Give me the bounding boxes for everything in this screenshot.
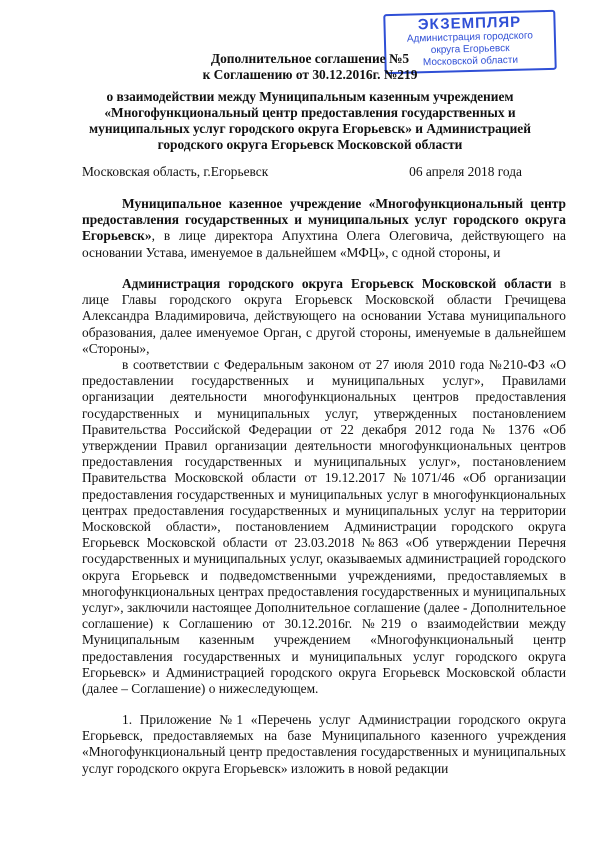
mfc-text: , в лице директора Апухтина Олега Олеговича, действующего на основании Устава, именуемое в дальнейшем «МФЦ», с одной стороны, и — [82, 228, 566, 260]
administration-text: в лице Главы городского округа Егорьевск Московской области Гречищева Александра Владимировича, действующего на основании Устава муниципального образования, далее именуемое Орган, с другой стороны, именуемые в дальнейшем «Стороны», — [82, 276, 566, 356]
administration-name: Администрация городского округа Егорьевск Московской области — [122, 276, 552, 291]
stamp-line-2: округа Егорьевск — [430, 42, 510, 57]
agreement-subtitle: о взаимодействии между Муниципальным казенным учреждением «Многофункциональный центр предоставления государственных и муниципальных услуг городского округа Егорьевск» и Администрацией городского округа Егорьевск Московской области — [89, 89, 531, 152]
paragraph-mfc — [82, 196, 566, 261]
date: 06 апреля 2018 года — [409, 164, 522, 179]
place-date-row — [82, 164, 522, 180]
paragraph-legal-basis: в соответствии с Федеральным законом от 27 июля 2010 года №210-ФЗ «О предоставлении государственных и муниципальных услуг», Правилами организации деятельности многофункциональных центров предоставления государственных и муниципальных услуг, утвержденных постановлением Правительства Российской Федерации от 22 декабря 2012 года № 1376 «Об утверждении Правил организации деятельности многофункциональных центров предоставления государственных и муниципальных услуг», постановлением Правительства Московской области от 19.12.2017 №1071/46 «Об организации предоставления государственных и муниципальных услуг в многофункциональных центрах предоставления государственных и муниципальных услуг на территории Московской области», постановлением Администрации городского округа Егорьевск Московской области от 23.03.2018 №863 «Об утверждении Перечня государственных и муниципальных услуг, оказываемых администрацией городского округа Егорьевск и подведомственными учреждениями, предоставляемых в многофункциональных центрах предоставления государственных и муниципальных услуг», заключили настоящее Дополнительное соглашение (далее - Дополнительное соглашение) к Соглашению от 30.12.2016г. №219 о взаимодействии между Муниципальным казенным учреждением «Многофункциональный центр предоставления государственных и муниципальных услуг городского округа Егорьевск» и Администрацией городского округа Егорьевск Московской области (далее – Соглашение) о нижеследующем. — [82, 357, 566, 697]
stamp-line-3: Московской области — [422, 54, 519, 69]
paragraph-item-1: 1. Приложение №1 «Перечень услуг Администрации городского округа Егорьевск, предоставляемых на базе Муниципального казенного учреждения «Многофункциональный центр предоставления государственных и муниципальных услуг городского округа Егорьевск» изложить в новой редакции — [82, 712, 566, 776]
stamp-title: ЭКЗЕМПЛЯР — [417, 13, 522, 34]
stamp-line-1: Администрация городского — [406, 30, 534, 45]
paragraph-administration — [82, 276, 566, 357]
agreement-reference: к Соглашению от 30.12.2016г. №219 — [202, 67, 418, 82]
mfc-name: Муниципальное казенное учреждение «Многофункциональный центр предоставления государственных и муниципальных услуг городского округа Егорьевск» — [82, 196, 566, 244]
place: Московская область, г.Егорьевск — [82, 164, 269, 179]
agreement-title: Дополнительное соглашение №5 — [210, 51, 410, 66]
